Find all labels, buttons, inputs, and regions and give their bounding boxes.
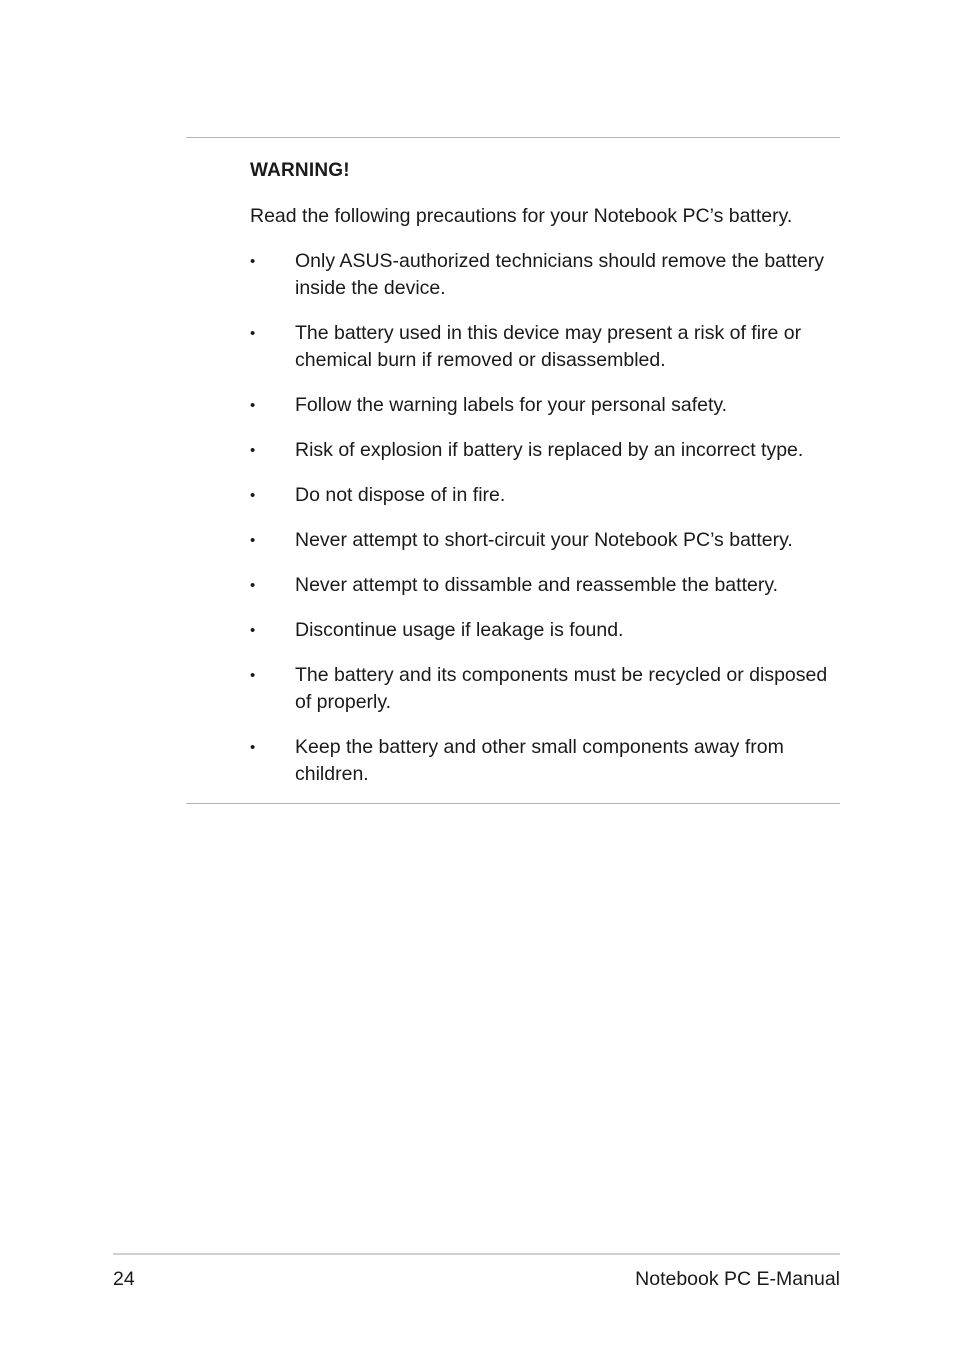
warning-bottom-divider bbox=[186, 803, 840, 804]
list-item bbox=[250, 527, 846, 554]
list-item bbox=[250, 572, 846, 599]
footer-divider bbox=[113, 1253, 840, 1255]
warning-box bbox=[250, 158, 846, 806]
list-item-text: Follow the warning labels for your personal safety. bbox=[295, 394, 728, 416]
list-item bbox=[250, 392, 846, 419]
warning-top-divider bbox=[186, 137, 840, 138]
bullet-icon: • bbox=[250, 487, 256, 504]
list-item bbox=[250, 248, 846, 302]
bullet-icon: • bbox=[250, 667, 256, 684]
list-item-text: The battery used in this device may present a risk of fire or chemical burn if removed or disassembled. bbox=[295, 322, 802, 371]
list-item bbox=[250, 482, 846, 509]
list-item-text: Never attempt to dissamble and reassemble the battery. bbox=[295, 574, 779, 596]
list-item-text: Keep the battery and other small components away from children. bbox=[295, 736, 784, 785]
list-item-text: Discontinue usage if leakage is found. bbox=[295, 619, 624, 641]
list-item-text: Never attempt to short-circuit your Notebook PC’s battery. bbox=[295, 529, 793, 551]
bullet-icon: • bbox=[250, 442, 256, 459]
bullet-icon: • bbox=[250, 325, 256, 342]
warning-intro: Read the following precautions for your Notebook PC’s battery. bbox=[250, 205, 793, 227]
bullet-icon: • bbox=[250, 622, 256, 639]
bullet-icon: • bbox=[250, 739, 256, 756]
list-item-text: The battery and its components must be recycled or disposed of properly. bbox=[295, 664, 828, 713]
list-item-text: Do not dispose of in fire. bbox=[295, 484, 506, 506]
list-item-text: Risk of explosion if battery is replaced by an incorrect type. bbox=[295, 439, 804, 461]
list-item bbox=[250, 662, 846, 716]
warning-list bbox=[250, 248, 846, 788]
bullet-icon: • bbox=[250, 397, 256, 414]
bullet-icon: • bbox=[250, 532, 256, 549]
list-item bbox=[250, 617, 846, 644]
bullet-icon: • bbox=[250, 253, 256, 270]
page-number: 24 bbox=[113, 1268, 135, 1290]
list-item-text: Only ASUS-authorized technicians should remove the battery inside the device. bbox=[295, 250, 824, 299]
list-item bbox=[250, 320, 846, 374]
list-item bbox=[250, 734, 846, 788]
warning-title: WARNING! bbox=[250, 160, 350, 181]
bullet-icon: • bbox=[250, 577, 256, 594]
manual-title: Notebook PC E-Manual bbox=[635, 1268, 840, 1290]
list-item bbox=[250, 437, 846, 464]
